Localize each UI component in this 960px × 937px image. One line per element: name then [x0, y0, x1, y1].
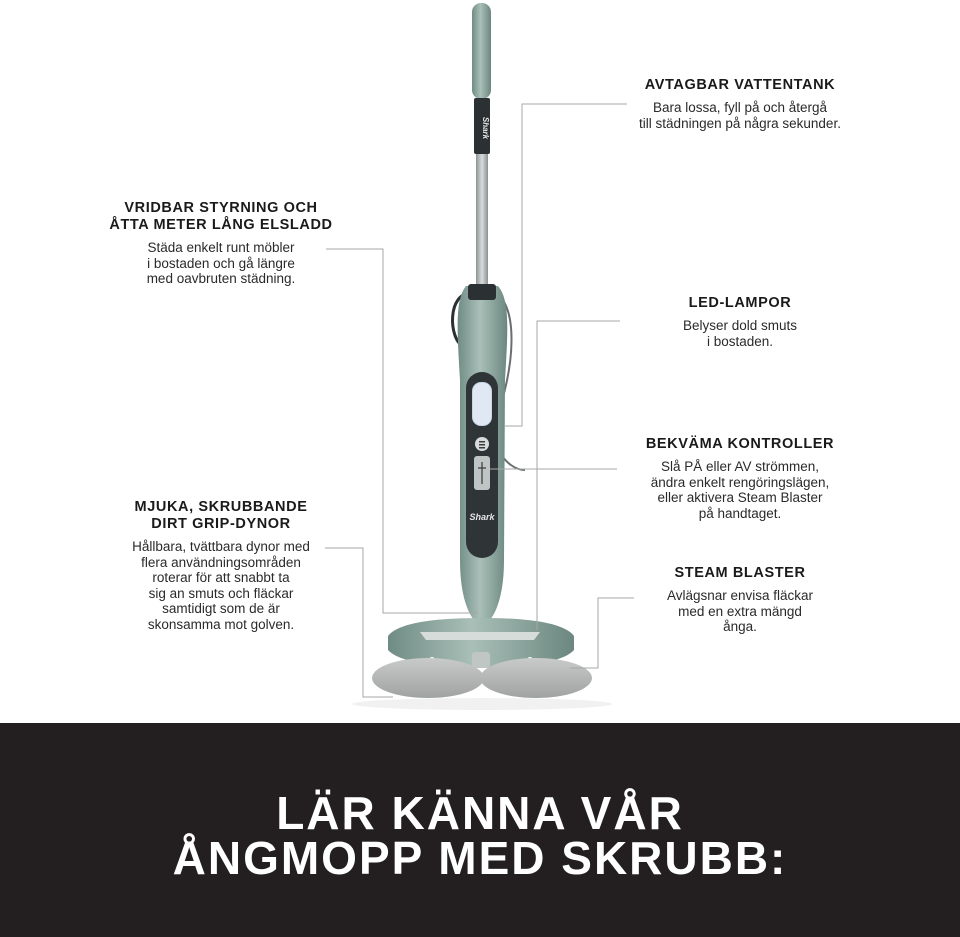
callout-title: BEKVÄMA KONTROLLER	[645, 436, 835, 452]
callout-steam-blaster	[640, 565, 840, 635]
callout-description: Slå PÅ eller AV strömmen, ändra enkelt rengöringslägen, eller aktivera Steam Blaster på handtaget.	[650, 459, 830, 521]
callout-title: VRIDBAR STYRNING OCH ÅTTA METER LÅNG ELSLADD	[109, 200, 333, 233]
title-banner	[0, 723, 960, 937]
callout-description: Avlägsnar envisa fläckar med en extra mängd ånga.	[666, 588, 814, 635]
callout-description: Hållbara, tvättbara dynor med flera användningsområden roterar för att snabbt ta sig an smuts och fläckar samtidigt som de är skonsamma mot golven.	[132, 539, 310, 632]
callout-description: Bara lossa, fyll på och återgå till städningen på några sekunder.	[639, 100, 841, 131]
svg-text:Shark: Shark	[481, 116, 490, 140]
callout-description: Belyser dold smuts i bostaden.	[682, 318, 798, 349]
callout-description: Städa enkelt runt möbler i bostaden och gå längre med oavbruten städning.	[146, 240, 296, 287]
callout-title: AVTAGBAR VATTENTANK	[644, 77, 836, 93]
callout-title: MJUKA, SKRUBBANDE DIRT GRIP-DYNOR	[134, 499, 308, 532]
leader-line-steam-blaster	[570, 598, 634, 668]
callout-steering	[100, 200, 342, 287]
callout-water-tank	[620, 77, 860, 131]
callout-title: LED-LAMPOR	[688, 295, 792, 311]
callout-title: STEAM BLASTER	[674, 565, 806, 581]
leader-line-water-tank	[505, 104, 627, 426]
banner-title-line-2: ÅNGMOPP MED SKRUBB:	[172, 832, 788, 884]
svg-text:Shark: Shark	[469, 512, 495, 522]
leader-line-steering	[326, 249, 478, 613]
banner-title-line-1: LÄR KÄNNA VÅR	[276, 787, 684, 839]
callout-pads	[100, 499, 342, 633]
callout-controls	[620, 436, 860, 521]
leader-line-led	[537, 321, 620, 630]
callout-led	[640, 295, 840, 349]
